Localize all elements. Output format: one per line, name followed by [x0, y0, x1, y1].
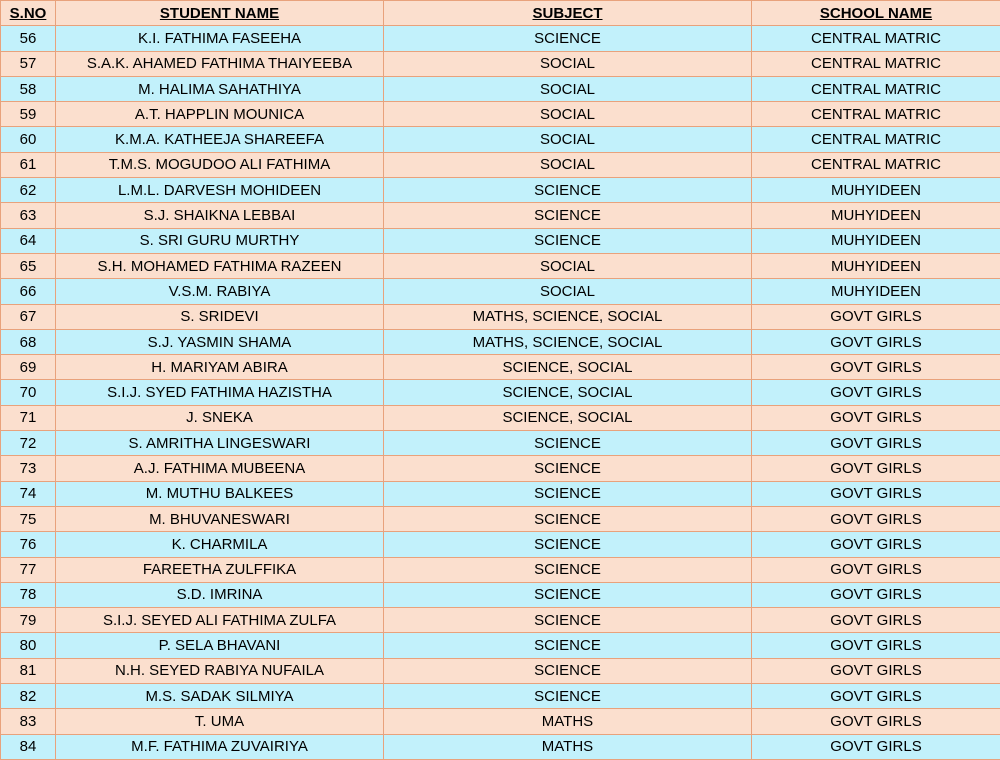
cell-school-name: GOVT GIRLS [752, 709, 1000, 734]
table-row [1, 608, 1000, 633]
cell-sno: 62 [1, 178, 56, 203]
cell-sno: 63 [1, 203, 56, 228]
cell-school-name: GOVT GIRLS [752, 506, 1000, 531]
table-row [1, 506, 1000, 531]
cell-subject: SCIENCE [384, 178, 752, 203]
cell-school-name: GOVT GIRLS [752, 684, 1000, 709]
cell-sno: 81 [1, 658, 56, 683]
cell-student-name: A.J. FATHIMA MUBEENA [56, 456, 384, 481]
cell-subject: SCIENCE [384, 582, 752, 607]
cell-student-name: S. SRI GURU MURTHY [56, 228, 384, 253]
cell-student-name: FAREETHA ZULFFIKA [56, 557, 384, 582]
cell-subject: SCIENCE, SOCIAL [384, 355, 752, 380]
cell-student-name: S.I.J. SEYED ALI FATHIMA ZULFA [56, 608, 384, 633]
cell-student-name: S.A.K. AHAMED FATHIMA THAIYEEBA [56, 51, 384, 76]
cell-sno: 66 [1, 279, 56, 304]
cell-student-name: A.T. HAPPLIN MOUNICA [56, 102, 384, 127]
cell-sno: 58 [1, 76, 56, 101]
cell-school-name: CENTRAL MATRIC [752, 26, 1000, 51]
cell-student-name: L.M.L. DARVESH MOHIDEEN [56, 178, 384, 203]
table-row [1, 304, 1000, 329]
cell-student-name: S. AMRITHA LINGESWARI [56, 431, 384, 456]
cell-sno: 76 [1, 532, 56, 557]
cell-sno: 56 [1, 26, 56, 51]
cell-subject: SCIENCE [384, 608, 752, 633]
table-row [1, 76, 1000, 101]
cell-sno: 83 [1, 709, 56, 734]
cell-school-name: GOVT GIRLS [752, 405, 1000, 430]
cell-sno: 70 [1, 380, 56, 405]
cell-student-name: K. CHARMILA [56, 532, 384, 557]
table-body [1, 26, 1000, 760]
table-row [1, 734, 1000, 759]
table-row [1, 102, 1000, 127]
cell-school-name: MUHYIDEEN [752, 228, 1000, 253]
cell-school-name: CENTRAL MATRIC [752, 127, 1000, 152]
cell-school-name: MUHYIDEEN [752, 253, 1000, 278]
cell-subject: SCIENCE, SOCIAL [384, 380, 752, 405]
cell-sno: 71 [1, 405, 56, 430]
cell-school-name: GOVT GIRLS [752, 734, 1000, 759]
table-row [1, 279, 1000, 304]
cell-student-name: V.S.M. RABIYA [56, 279, 384, 304]
table-row [1, 203, 1000, 228]
header-school-name: SCHOOL NAME [752, 1, 1000, 26]
cell-subject: SOCIAL [384, 279, 752, 304]
cell-student-name: K.I. FATHIMA FASEEHA [56, 26, 384, 51]
cell-subject: SCIENCE [384, 532, 752, 557]
cell-sno: 69 [1, 355, 56, 380]
cell-school-name: GOVT GIRLS [752, 582, 1000, 607]
cell-school-name: CENTRAL MATRIC [752, 51, 1000, 76]
cell-sno: 60 [1, 127, 56, 152]
cell-school-name: GOVT GIRLS [752, 481, 1000, 506]
table-row [1, 228, 1000, 253]
cell-school-name: GOVT GIRLS [752, 658, 1000, 683]
cell-subject: SCIENCE, SOCIAL [384, 405, 752, 430]
cell-subject: SCIENCE [384, 456, 752, 481]
table-row [1, 532, 1000, 557]
cell-sno: 65 [1, 253, 56, 278]
cell-subject: SCIENCE [384, 506, 752, 531]
table-row [1, 355, 1000, 380]
cell-student-name: M. HALIMA SAHATHIYA [56, 76, 384, 101]
cell-subject: SOCIAL [384, 51, 752, 76]
table-row [1, 405, 1000, 430]
cell-school-name: GOVT GIRLS [752, 633, 1000, 658]
cell-sno: 75 [1, 506, 56, 531]
cell-subject: SCIENCE [384, 431, 752, 456]
cell-student-name: M. BHUVANESWARI [56, 506, 384, 531]
cell-subject: SCIENCE [384, 26, 752, 51]
cell-student-name: N.H. SEYED RABIYA NUFAILA [56, 658, 384, 683]
cell-subject: MATHS, SCIENCE, SOCIAL [384, 329, 752, 354]
cell-sno: 78 [1, 582, 56, 607]
cell-school-name: GOVT GIRLS [752, 329, 1000, 354]
cell-subject: MATHS [384, 709, 752, 734]
cell-sno: 77 [1, 557, 56, 582]
table-row [1, 709, 1000, 734]
table-row [1, 253, 1000, 278]
cell-school-name: GOVT GIRLS [752, 456, 1000, 481]
cell-subject: SCIENCE [384, 481, 752, 506]
cell-student-name: T. UMA [56, 709, 384, 734]
cell-school-name: CENTRAL MATRIC [752, 102, 1000, 127]
cell-student-name: S.J. YASMIN SHAMA [56, 329, 384, 354]
cell-sno: 73 [1, 456, 56, 481]
cell-school-name: GOVT GIRLS [752, 355, 1000, 380]
cell-sno: 64 [1, 228, 56, 253]
cell-subject: SOCIAL [384, 76, 752, 101]
cell-subject: SCIENCE [384, 633, 752, 658]
cell-student-name: M. MUTHU BALKEES [56, 481, 384, 506]
cell-sno: 72 [1, 431, 56, 456]
cell-sno: 84 [1, 734, 56, 759]
cell-subject: SOCIAL [384, 152, 752, 177]
cell-student-name: H. MARIYAM ABIRA [56, 355, 384, 380]
cell-subject: SOCIAL [384, 253, 752, 278]
cell-school-name: GOVT GIRLS [752, 304, 1000, 329]
cell-subject: SCIENCE [384, 203, 752, 228]
cell-student-name: M.F. FATHIMA ZUVAIRIYA [56, 734, 384, 759]
table-row [1, 127, 1000, 152]
cell-school-name: MUHYIDEEN [752, 279, 1000, 304]
table-row [1, 51, 1000, 76]
cell-student-name: S.D. IMRINA [56, 582, 384, 607]
table-row [1, 329, 1000, 354]
cell-student-name: J. SNEKA [56, 405, 384, 430]
cell-school-name: MUHYIDEEN [752, 203, 1000, 228]
cell-subject: SCIENCE [384, 658, 752, 683]
cell-school-name: CENTRAL MATRIC [752, 76, 1000, 101]
cell-sno: 74 [1, 481, 56, 506]
cell-student-name: K.M.A. KATHEEJA SHAREEFA [56, 127, 384, 152]
table-row [1, 481, 1000, 506]
cell-sno: 67 [1, 304, 56, 329]
table-row [1, 557, 1000, 582]
cell-student-name: S. SRIDEVI [56, 304, 384, 329]
cell-student-name: M.S. SADAK SILMIYA [56, 684, 384, 709]
table-row [1, 633, 1000, 658]
cell-school-name: GOVT GIRLS [752, 557, 1000, 582]
cell-subject: SCIENCE [384, 684, 752, 709]
cell-student-name: S.H. MOHAMED FATHIMA RAZEEN [56, 253, 384, 278]
cell-sno: 68 [1, 329, 56, 354]
cell-subject: SOCIAL [384, 127, 752, 152]
cell-subject: SCIENCE [384, 228, 752, 253]
cell-school-name: GOVT GIRLS [752, 380, 1000, 405]
table-row [1, 582, 1000, 607]
cell-subject: MATHS, SCIENCE, SOCIAL [384, 304, 752, 329]
cell-sno: 57 [1, 51, 56, 76]
cell-school-name: CENTRAL MATRIC [752, 152, 1000, 177]
cell-school-name: GOVT GIRLS [752, 431, 1000, 456]
cell-student-name: P. SELA BHAVANI [56, 633, 384, 658]
cell-sno: 82 [1, 684, 56, 709]
header-row [1, 1, 1000, 26]
cell-school-name: GOVT GIRLS [752, 532, 1000, 557]
cell-subject: MATHS [384, 734, 752, 759]
cell-sno: 80 [1, 633, 56, 658]
table-row [1, 431, 1000, 456]
table-row [1, 658, 1000, 683]
header-student-name: STUDENT NAME [56, 1, 384, 26]
cell-student-name: T.M.S. MOGUDOO ALI FATHIMA [56, 152, 384, 177]
header-subject: SUBJECT [384, 1, 752, 26]
cell-subject: SCIENCE [384, 557, 752, 582]
table-row [1, 380, 1000, 405]
table-row [1, 152, 1000, 177]
table-row [1, 178, 1000, 203]
cell-sno: 61 [1, 152, 56, 177]
cell-subject: SOCIAL [384, 102, 752, 127]
table-row [1, 456, 1000, 481]
header-sno: S.NO [1, 1, 56, 26]
cell-school-name: MUHYIDEEN [752, 178, 1000, 203]
cell-school-name: GOVT GIRLS [752, 608, 1000, 633]
cell-sno: 79 [1, 608, 56, 633]
table-row [1, 26, 1000, 51]
cell-student-name: S.I.J. SYED FATHIMA HAZISTHA [56, 380, 384, 405]
cell-student-name: S.J. SHAIKNA LEBBAI [56, 203, 384, 228]
table-row [1, 684, 1000, 709]
cell-sno: 59 [1, 102, 56, 127]
